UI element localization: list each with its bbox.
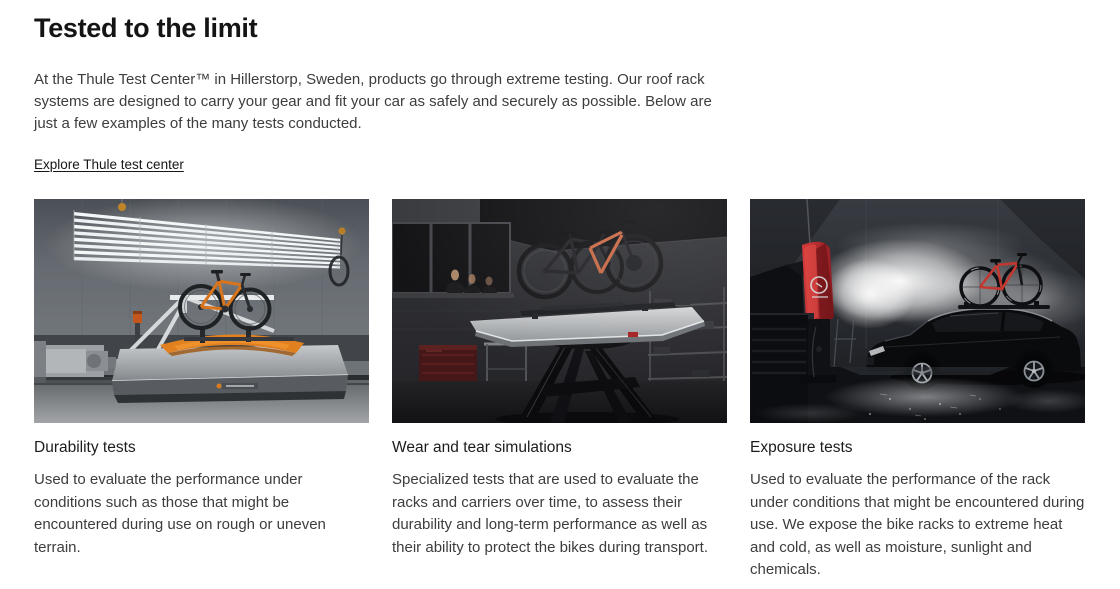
wear-and-tear-simulation-photo [392,199,727,423]
test-card-wear-and-tear [392,199,727,582]
test-card-durability [34,199,369,582]
test-sled-platform [112,345,348,403]
card-title: Durability tests [34,439,136,456]
card-description: Used to evaluate the performance under conditions such as those that might be encountered during use on rough or uneven terrain. [34,471,326,556]
test-cards [34,199,1086,582]
card-description: Specialized tests that are used to evaluate the racks and carriers over time, to assess their durability and long-term performance as well as their ability to protect the bikes during transport. [392,471,708,556]
exposure-test-photo [750,199,1085,423]
link-row [34,156,1086,174]
exposure-test-illustration [750,199,1085,423]
durability-test-photo [34,199,369,423]
page-title: Tested to the limit [34,13,258,43]
intro-paragraph: At the Thule Test Center™ in Hillerstorp, Sweden, products go through extreme testing. Our roof rack systems are designed to carry your gear and fit your car as safely and securely as possible. Below are just a few examples of the many tests conducted. [34,71,712,132]
wear-and-tear-illustration [392,199,727,423]
explore-test-center-link[interactable]: Explore Thule test center [34,157,184,172]
durability-test-illustration [34,199,369,423]
test-card-exposure [750,199,1085,582]
card-title: Exposure tests [750,439,853,456]
card-description: Used to evaluate the performance of the rack under conditions that might be encountered during use. We expose the bike racks to extreme heat and cold, as well as moisture, sunlight and chemicals. [750,471,1085,578]
card-title: Wear and tear simulations [392,439,572,456]
